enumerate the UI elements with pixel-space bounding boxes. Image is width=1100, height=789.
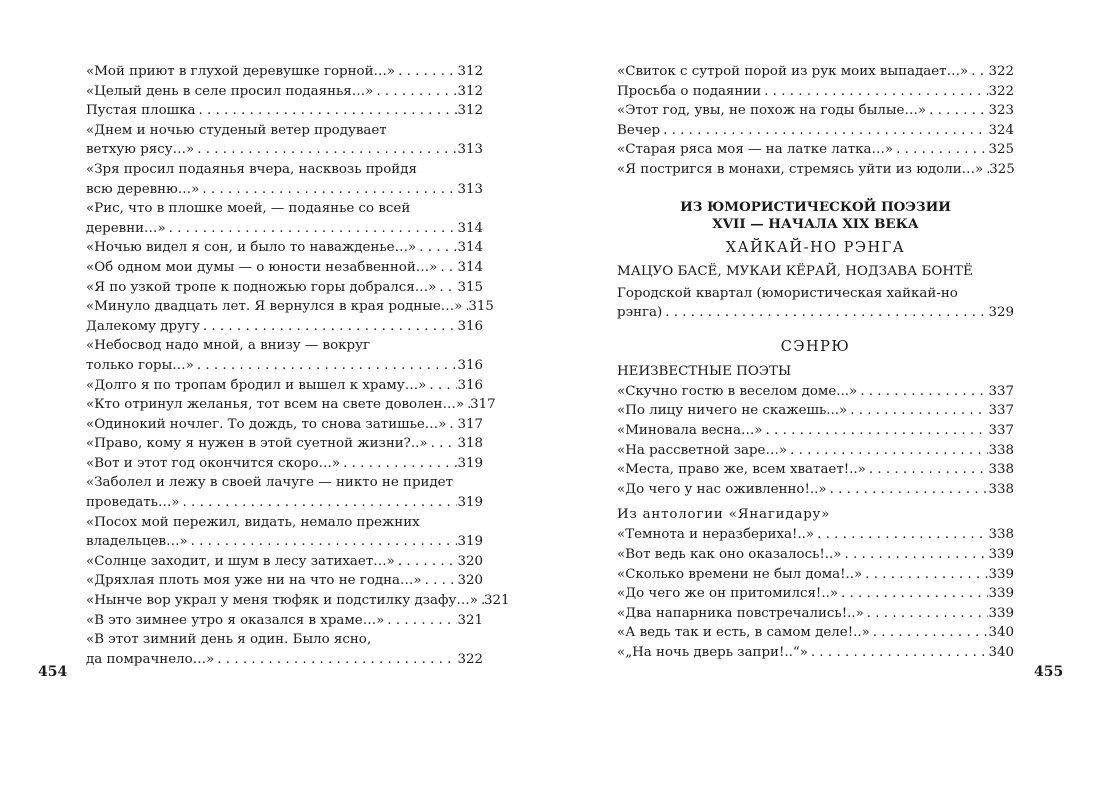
toc-entry-page: 337: [988, 403, 1014, 419]
toc-entry: [86, 82, 483, 102]
toc-entry-page: 339: [988, 566, 1014, 582]
toc-entry-page: 316: [457, 318, 483, 334]
toc-list-renga: [617, 284, 1014, 323]
toc-entry: [86, 62, 483, 82]
toc-entry-page: 312: [457, 83, 483, 99]
toc-entry-title-line: Пустая плошка: [86, 103, 196, 119]
dot-leader: [194, 356, 458, 376]
toc-entry-page: 338: [988, 442, 1014, 458]
dot-leader: [436, 278, 457, 298]
toc-entry: [86, 454, 483, 474]
toc-entry-title-line: «Солнце заходит, и шум в лесу затихает…»: [86, 553, 395, 569]
toc-entry-page: 320: [457, 573, 483, 589]
toc-entry-page: 323: [988, 103, 1014, 119]
toc-entry-title-line: «Рис, что в плошке моей, — подаянье со всей: [86, 201, 411, 217]
toc-entry: [617, 643, 1014, 663]
toc-entry-page: 317: [470, 397, 496, 413]
toc-entry-title-line: «Старая ряса моя — на латке латка…»: [617, 142, 894, 158]
author-group-heading: МАЦУО БАСЁ, МУКАИ КЁРАЙ, НОДЗАВА БОНТЁ: [617, 263, 973, 279]
toc-entry-title-line: «Сколько времени не был дома!..»: [617, 566, 863, 582]
toc-entry-title-line: «Ночью видел я сон, и было то наважденье…»: [86, 240, 417, 256]
dot-leader: [866, 460, 989, 480]
dot-leader: [200, 317, 458, 337]
dot-leader: [214, 650, 457, 670]
toc-entry-title-line: «Места, право же, всем хватает!..»: [617, 462, 866, 478]
toc-entry-title-line: «Мой приют в глухой деревушке горной…»: [86, 64, 396, 79]
toc-entry: [617, 284, 1014, 323]
toc-entry-page: 337: [988, 422, 1014, 438]
toc-entry-title-line: Городской квартал (юмористическая хайкай-но: [617, 285, 958, 301]
toc-entry: [617, 460, 1014, 480]
dot-leader: [340, 454, 457, 474]
toc-entry: [617, 82, 1014, 102]
toc-entry-title-line: «А ведь так и есть, в самом деле!..»: [617, 625, 870, 641]
toc-entry: [86, 552, 483, 572]
dot-leader: [893, 140, 988, 160]
toc-entry-page: 312: [457, 64, 483, 79]
toc-entry-page: 312: [457, 103, 483, 119]
dot-leader: [373, 82, 457, 102]
toc-entry: [617, 545, 1014, 565]
section-title: ИЗ ЮМОРИСТИЧЕСКОЙ ПОЭЗИИ: [680, 198, 951, 215]
toc-entry-page: 340: [988, 644, 1014, 660]
toc-entry: [86, 376, 483, 396]
toc-entry: [86, 199, 483, 238]
toc-entry-title-line: «Об одном мои думы — о юности незабвенной…»: [86, 259, 438, 275]
dot-leader: [838, 584, 988, 604]
toc-entry-title-line: «Дряхлая плоть моя уже ни на что не годна…»: [86, 573, 422, 589]
toc-entry-page: 315: [457, 279, 483, 295]
toc-entry-title-line: «До чего же он притомился!..»: [617, 586, 839, 602]
toc-entry-page: 339: [988, 605, 1014, 621]
toc-entry: [617, 382, 1014, 402]
toc-entry-title-line: «Скучно гостю в веселом доме...»: [617, 383, 858, 399]
toc-entry-title-line: «Заболел и лежу в своей лачуге — никто не придет: [86, 475, 454, 491]
toc-entry-title-line: «Зря просил подаянья вчера, насквозь пройдя: [86, 161, 417, 177]
dot-leader: [194, 140, 457, 160]
toc-entry-page: 324: [988, 122, 1014, 138]
toc-entry-page: 337: [988, 383, 1014, 399]
toc-list-senryu: [617, 382, 1014, 500]
toc-entry: [86, 591, 510, 611]
toc-entry-title-line: Вечер: [617, 122, 661, 138]
toc-entry-title-line: «Я по узкой тропе к подножью горы добрался…»: [86, 279, 437, 295]
dot-leader: [763, 421, 989, 441]
dot-leader: [384, 611, 457, 631]
toc-entry-page: 314: [457, 240, 483, 256]
toc-entry-page: 338: [988, 527, 1014, 543]
dot-leader: [814, 525, 988, 545]
subsection-heading-renga: ХАЙКАЙ-НО РЭНГА: [725, 239, 906, 256]
toc-entry-title-line: ветхую рясу…»: [86, 142, 195, 158]
dot-leader: [446, 415, 457, 435]
toc-entry-title-line: «Целый день в селе просил подаянья…»: [86, 83, 374, 99]
toc-entry-title-line: «Вот и этот год окончится скоро…»: [86, 455, 341, 471]
toc-entry-title-line: «Одинокий ночлег. То дождь, то снова затишье…»: [86, 416, 447, 432]
dot-leader: [395, 62, 457, 82]
toc-entry-page: 338: [988, 462, 1014, 478]
subsection-heading-senryu: СЭНРЮ: [780, 338, 851, 355]
dot-leader: [787, 441, 988, 461]
dot-leader: [416, 238, 457, 258]
toc-list-anthology: [617, 525, 1014, 662]
left-page-number: 454: [38, 664, 68, 680]
toc-entry: [617, 121, 1014, 141]
toc-entry-page: 316: [457, 377, 483, 393]
toc-entry-page: 317: [457, 416, 483, 432]
toc-list-top: [617, 62, 1014, 180]
right-page-toc: [617, 62, 1014, 662]
toc-entry: [86, 160, 483, 199]
toc-entry: [86, 630, 483, 669]
toc-entry-title-line: владельцев…»: [86, 534, 188, 550]
toc-entry: [617, 480, 1014, 500]
dot-leader: [926, 101, 988, 121]
toc-entry-title-line: только горы…»: [86, 357, 194, 373]
toc-entry: [86, 611, 483, 631]
toc-entry-page: 322: [457, 651, 483, 667]
toc-entry-page: 318: [457, 436, 483, 452]
dot-leader: [660, 121, 988, 141]
dot-leader: [862, 565, 988, 585]
toc-entry-page: 319: [457, 495, 483, 511]
right-page-number: 455: [1034, 664, 1064, 680]
dot-leader: [199, 180, 457, 200]
toc-entry-title-line: «До чего у нас оживленно!..»: [617, 481, 827, 497]
toc-entry-title-line: «Этот год, увы, не похож на годы былые…»: [617, 103, 927, 119]
toc-entry-title-line: всю деревню…»: [86, 181, 200, 197]
toc-entry-page: 325: [989, 161, 1015, 177]
toc-entry: [86, 258, 483, 278]
dot-leader: [808, 643, 989, 663]
toc-entry-page: 315: [468, 299, 494, 315]
dot-leader: [166, 219, 458, 239]
toc-entry: [617, 401, 1014, 421]
toc-entry: [86, 571, 483, 591]
toc-entry: [86, 434, 483, 454]
toc-entry: [86, 278, 483, 298]
toc-entry: [86, 101, 483, 121]
toc-entry-page: 322: [988, 83, 1014, 99]
toc-entry: [86, 513, 483, 552]
toc-entry-title-line: деревни…»: [86, 220, 166, 236]
toc-entry-title-line: «В это зимнее утро я оказался в храме…»: [86, 612, 385, 628]
toc-entry-title-line: «Право, кому я нужен в этой суетной жизни?..»: [86, 436, 428, 452]
toc-entry-page: 325: [988, 142, 1014, 158]
toc-entry-page: 314: [457, 220, 483, 236]
toc-entry-title-line: «На рассветной заре…»: [617, 442, 788, 458]
toc-entry-title-line: «Свиток с сутрой порой из рук моих выпадает…»: [617, 64, 969, 79]
dot-leader: [841, 545, 988, 565]
toc-entry-title-line: да помрачнело…»: [86, 651, 215, 667]
toc-entry-page: 321: [457, 612, 483, 628]
toc-entry: [86, 395, 496, 415]
toc-entry-title-line: «Минуло двадцать лет. Я вернулся в края родные…»: [86, 299, 463, 315]
toc-entry: [86, 121, 483, 160]
toc-entry: [86, 238, 483, 258]
dot-leader: [395, 552, 458, 572]
toc-entry-title-line: «„На ночь дверь запри!..“»: [617, 644, 808, 660]
toc-entry-title-line: «Миновала весна…»: [617, 422, 763, 438]
dot-leader: [662, 303, 988, 323]
dot-leader: [426, 376, 457, 396]
dot-leader: [857, 382, 988, 402]
dot-leader: [761, 82, 988, 102]
toc-entry-title-line: «Долго я по тропам бродил и вышел к храму…»: [86, 377, 427, 393]
toc-entry: [86, 415, 483, 435]
dot-leader: [827, 480, 989, 500]
toc-entry-title-line: «Два напарника повстречались!..»: [617, 605, 864, 621]
toc-entry-title-line: проведать…»: [86, 495, 180, 511]
dot-leader: [847, 401, 988, 421]
toc-entry: [617, 584, 1014, 604]
toc-entry-title-line: Далекому другу: [86, 318, 200, 334]
toc-entry: [86, 473, 483, 512]
toc-entry-page: 313: [457, 181, 483, 197]
dot-leader: [188, 532, 458, 552]
dot-leader: [422, 571, 458, 591]
toc-entry: [617, 62, 1014, 82]
toc-entry-page: 340: [988, 625, 1014, 641]
dot-leader: [428, 434, 458, 454]
toc-entry: [617, 140, 1014, 160]
toc-entry: [617, 441, 1014, 461]
toc-entry: [617, 101, 1014, 121]
dot-leader: [195, 101, 457, 121]
toc-entry: [617, 525, 1014, 545]
dot-leader: [968, 62, 988, 82]
toc-entry-page: 320: [457, 553, 483, 569]
dot-leader: [864, 604, 989, 624]
toc-entry: [617, 421, 1014, 441]
toc-entry-page: 321: [483, 593, 510, 609]
toc-entry-title-line: «Днем и ночью студеный ветер продувает: [86, 122, 387, 138]
toc-entry: [617, 160, 1014, 180]
section-subtitle: XVII — НАЧАЛА XIX ВЕКА: [712, 215, 919, 232]
toc-entry-page: 339: [988, 546, 1014, 562]
toc-entry-page: 319: [457, 455, 483, 471]
toc-entry-title-line: «В этот зимний день я один. Было ясно,: [86, 632, 372, 648]
anthology-heading: Из антологии «Янагидару»: [617, 507, 831, 523]
toc-entry-title-line: «Темнота и неразбериха!..»: [617, 527, 815, 543]
toc-entry: [86, 317, 483, 337]
dot-leader: [180, 493, 458, 513]
toc-entry-page: 313: [457, 142, 483, 158]
toc-entry-page: 338: [988, 481, 1014, 497]
toc-entry: [617, 623, 1014, 643]
toc-entry-page: 316: [457, 357, 483, 373]
toc-entry-title-line: «По лицу ничего не скажешь...»: [617, 403, 848, 419]
dot-leader: [870, 623, 989, 643]
toc-entry-title-line: «Нынче вор украл у меня тюфяк и подстилку дзафу…»: [86, 593, 478, 609]
toc-entry-page: 339: [988, 586, 1014, 602]
toc-entry-page: 322: [988, 64, 1014, 79]
toc-entry-page: 329: [988, 305, 1014, 321]
toc-entry-page: 319: [457, 534, 483, 550]
toc-entry-title-line: «Небосвод надо мной, а внизу — вокруг: [86, 338, 370, 354]
toc-entry: [617, 565, 1014, 585]
author-group-heading: НЕИЗВЕСТНЫЕ ПОЭТЫ: [617, 363, 792, 379]
toc-entry-title-line: «Я постригся в монахи, стремясь уйти из юдоли…»: [617, 161, 984, 177]
toc-entry: [617, 604, 1014, 624]
toc-entry-page: 314: [457, 259, 483, 275]
left-page-toc: [86, 62, 510, 669]
toc-entry-title-line: «Посох мой пережил, видать, немало прежних: [86, 514, 420, 530]
dot-leader: [437, 258, 457, 278]
toc-entry-title-line: «Вот ведь как оно оказалось!..»: [617, 546, 842, 562]
toc-entry-title-line: рэнга): [617, 305, 663, 321]
toc-entry: [86, 336, 483, 375]
toc-entry-title-line: Просьба о подаянии: [617, 83, 762, 99]
toc-entry: [86, 297, 494, 317]
toc-entry-title-line: «Кто отринул желанья, тот всем на свете доволен…»: [86, 397, 465, 413]
